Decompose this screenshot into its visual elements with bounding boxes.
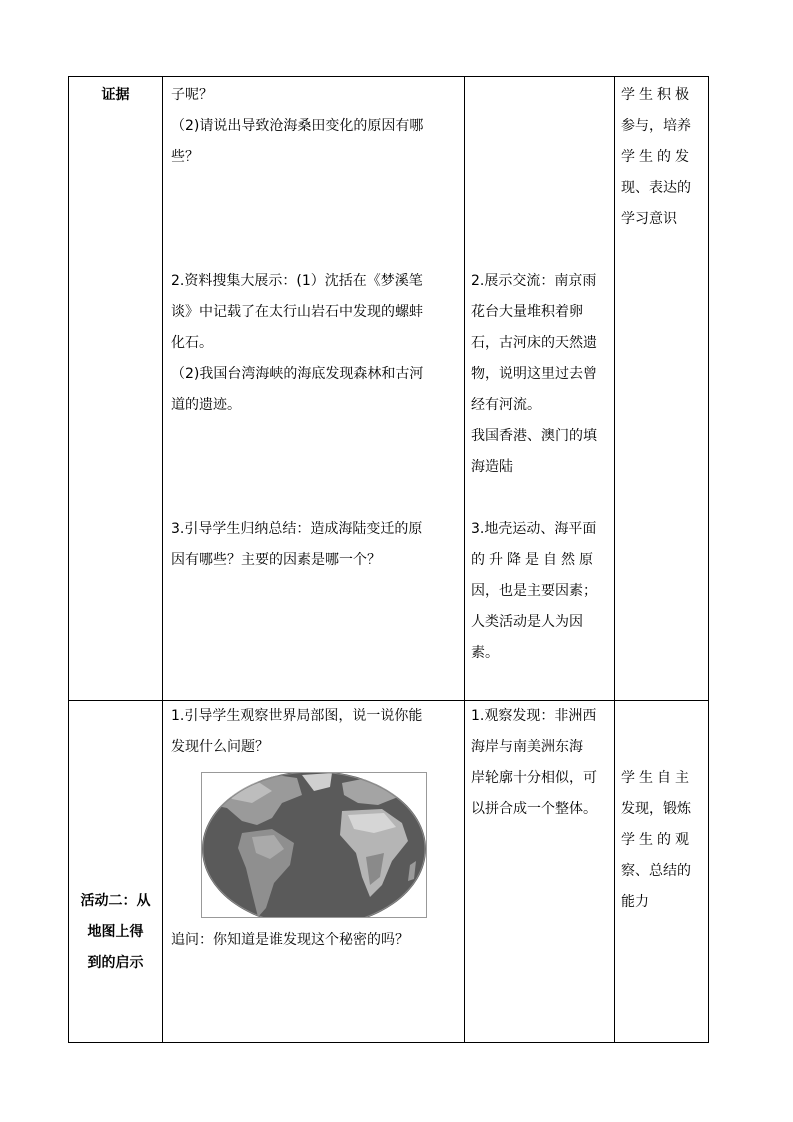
text-line: 1.观察发现：非洲西: [471, 708, 597, 724]
design-intent-cell: [615, 701, 709, 1043]
text-line: 察、总结的: [621, 863, 691, 879]
text-line: 学习意识: [621, 211, 677, 227]
table-row: [69, 701, 709, 1043]
text-line: 发现，锻炼: [621, 801, 691, 817]
text-line: 经有河流。: [471, 397, 541, 413]
text-line: 学生自主: [621, 770, 693, 786]
student-activity-cell: [465, 701, 615, 1043]
text-line: 追问：你知道是谁发现这个秘密的吗？: [171, 932, 409, 948]
text-line: 石，古河床的天然遗: [471, 335, 597, 351]
text-line: 的升降是自然原: [471, 552, 597, 568]
text-line: 人类活动是人为因: [471, 614, 583, 630]
text-line: 1.引导学生观察世界局部图，说一说你能: [171, 708, 423, 724]
text-line: 2.资料搜集大展示：(1）沈括在《梦溪笔: [171, 273, 423, 289]
world-map-image: [201, 772, 427, 918]
text-line: 能力: [621, 894, 649, 910]
globe-map-icon: [202, 773, 426, 917]
text-line: 参与，培养: [621, 118, 691, 134]
teacher-activity-cell: [163, 77, 465, 701]
stage-label: 证据: [101, 87, 130, 103]
text-line: 海岸与南美洲东海: [471, 739, 583, 755]
text-line: 子呢？: [171, 87, 213, 103]
text-line: 素。: [471, 645, 499, 661]
text-line: （2)请说出导致沧海桑田变化的原因有哪: [171, 118, 424, 134]
design-intent-cell: [615, 77, 709, 701]
text-line: 我国香港、澳门的填: [471, 428, 597, 444]
text-line: 因有哪些？主要的因素是哪一个？: [171, 552, 381, 568]
text-line: 3.引导学生归纳总结：造成海陆变迁的原: [171, 521, 423, 537]
text-line: 些？: [171, 149, 199, 165]
text-line: 海造陆: [471, 459, 513, 475]
stage-label: 到的启示: [87, 955, 144, 971]
text-line: 现、表达的: [621, 180, 691, 196]
text-line: 学生的发: [621, 149, 693, 165]
stage-cell: [69, 77, 163, 701]
text-line: 化石。: [171, 335, 213, 351]
text-line: 学生的观: [621, 832, 693, 848]
text-line: 物，说明这里过去曾: [471, 366, 597, 382]
stage-label: 活动二：从: [80, 893, 151, 909]
teacher-activity-cell: [163, 701, 465, 1043]
text-line: 花台大量堆积着卵: [471, 304, 583, 320]
stage-cell: [69, 701, 163, 1043]
text-line: 2.展示交流：南京雨: [471, 273, 597, 289]
text-line: 道的遗迹。: [171, 397, 241, 413]
text-line: 岸轮廓十分相似，可: [471, 770, 597, 786]
stage-label: 地图上得: [87, 924, 144, 940]
text-line: 以拼合成一个整体。: [471, 801, 597, 817]
text-line: 学生积极: [621, 87, 693, 103]
text-line: 3.地壳运动、海平面: [471, 521, 597, 537]
text-line: （2)我国台湾海峡的海底发现森林和古河: [171, 366, 424, 382]
lesson-plan-table: [68, 76, 709, 1043]
text-line: 发现什么问题？: [171, 739, 269, 755]
student-activity-cell: [465, 77, 615, 701]
table-row: [69, 77, 709, 701]
text-line: 因，也是主要因素；: [471, 583, 597, 599]
text-line: 谈》中记载了在太行山岩石中发现的螺蚌: [171, 304, 423, 320]
